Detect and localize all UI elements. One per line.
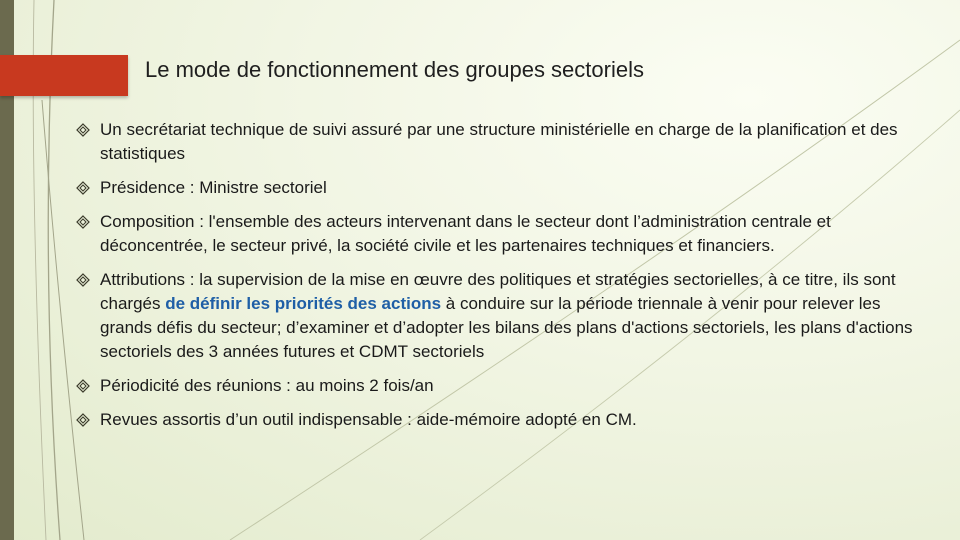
- bullet-text-before: Attributions : la supervision de la mise en œuvre des politiques et stratégies sectorielles, à ce titre, ils sont chargés: [100, 270, 896, 313]
- diamond-bullet-icon: [76, 379, 90, 393]
- title-accent-tab: [0, 55, 128, 96]
- bullet-text: Périodicité des réunions : au moins 2 fois/an: [100, 376, 434, 395]
- bullet-item: [76, 374, 921, 398]
- bullet-text: Présidence : Ministre sectoriel: [100, 178, 327, 197]
- bullet-text: Revues assortis d’un outil indispensable : aide-mémoire adopté en CM.: [100, 410, 637, 429]
- slide-title: Le mode de fonctionnement des groupes sectoriels: [145, 57, 644, 82]
- diamond-bullet-icon: [76, 413, 90, 427]
- bullet-list: [76, 118, 921, 442]
- diamond-bullet-icon: [76, 181, 90, 195]
- bullet-item: [76, 118, 921, 166]
- diamond-bullet-icon: [76, 215, 90, 229]
- bullet-item: [76, 210, 921, 258]
- bullet-text-after: à conduire sur la période triennale à venir pour relever les grands défis du secteur; d’examiner et d’adopter les bilans des plans d'actions sectoriels, les plans d'actions sectoriels des 3 années futures et CDMT sectoriels: [100, 294, 913, 361]
- bullet-text-emphasis: de définir les priorités des actions: [165, 294, 442, 313]
- bullet-item: [76, 176, 921, 200]
- diamond-bullet-icon: [76, 273, 90, 287]
- bullet-text: Composition : l'ensemble des acteurs intervenant dans le secteur dont l’administration centrale et déconcentrée, le secteur privé, la société civile et les partenaires techniques et financiers.: [100, 212, 831, 255]
- bullet-item: [76, 408, 921, 432]
- diamond-bullet-icon: [76, 123, 90, 137]
- bullet-text: Un secrétariat technique de suivi assuré par une structure ministérielle en charge de la planification et des statistiques: [100, 120, 898, 163]
- bullet-item: [76, 268, 921, 364]
